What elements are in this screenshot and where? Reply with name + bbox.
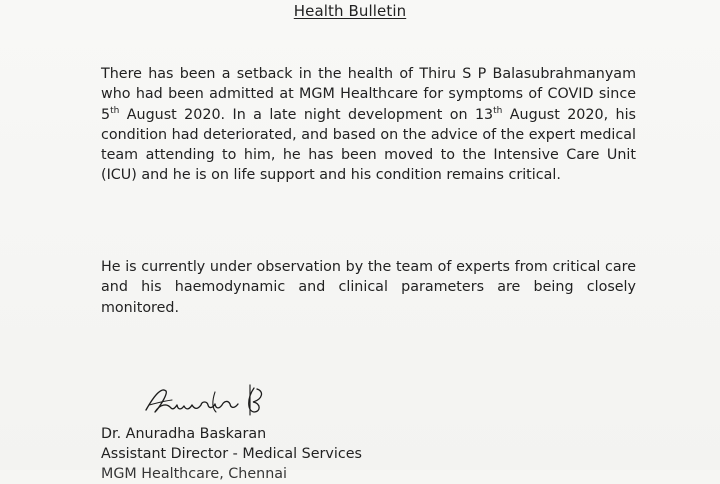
bulletin-paragraph-2: He is currently under observation by the team of experts from critical care and his haemodynamic and clinical parameters are being closely monitored. xyxy=(101,259,636,316)
signatory-organization: MGM Healthcare, Chennai xyxy=(101,466,288,482)
bulletin-paragraph-1 xyxy=(101,64,636,186)
signatory-block xyxy=(101,424,362,484)
signatory-designation: Assistant Director - Medical Services xyxy=(101,446,362,462)
ordinal-suffix-1: th xyxy=(110,105,120,116)
ordinal-suffix-2: th xyxy=(493,105,503,116)
paragraph-1-text-part-2: August 2020. In a late night development on 13 xyxy=(119,106,494,123)
document-title: Health Bulletin xyxy=(293,2,407,20)
paragraph-1-text-part-3: August 2020, his condition had deteriorated, and based on the advice of the expert medical team attending to him, he has been moved to the Intensive Care Unit (ICU) and he is on life support and his condition remains critical. xyxy=(101,106,637,184)
paragraph-1-text-part-1: There has been a setback in the health of Thiru S P Balasubrahmanyam who had been admitted at MGM Healthcare for symptoms of COVID since 5 xyxy=(101,66,636,123)
handwritten-signature xyxy=(142,381,282,421)
signatory-name: Dr. Anuradha Baskaran xyxy=(101,426,267,442)
